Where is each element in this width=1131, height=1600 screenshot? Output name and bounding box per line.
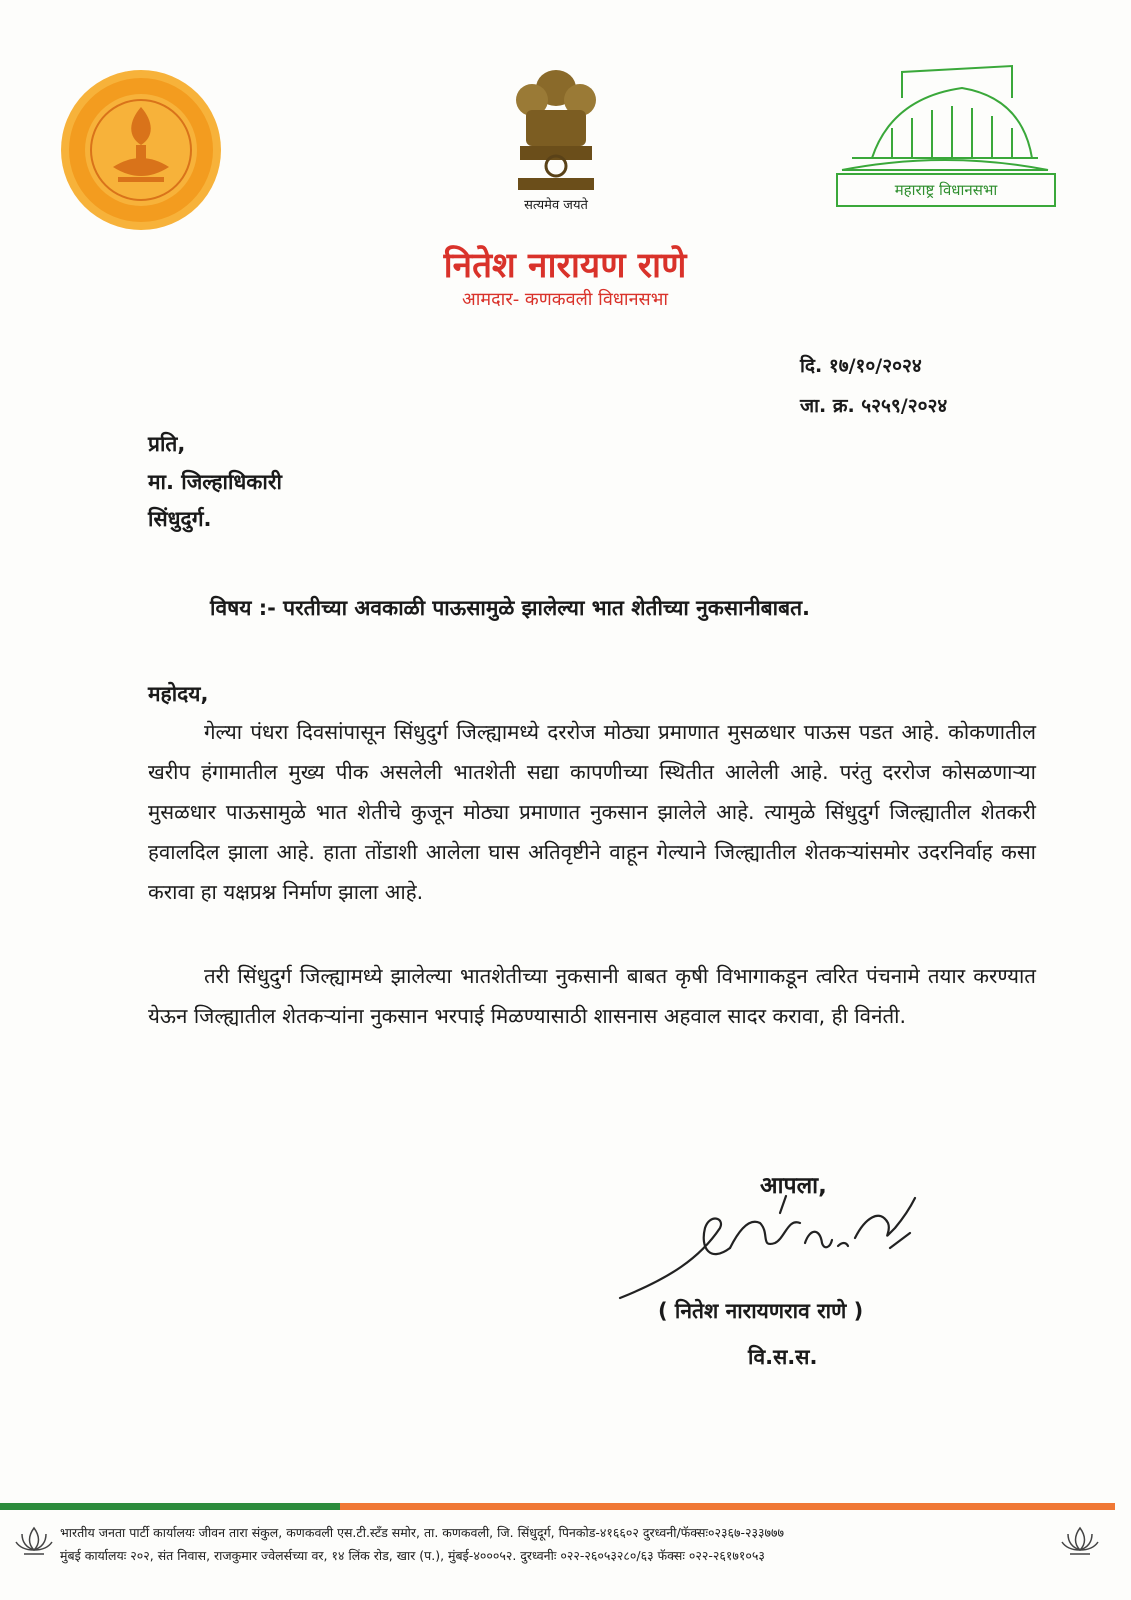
signature-icon (610, 1188, 940, 1308)
signatory-name: ( नितेश नारायणराव राणे ) (658, 1299, 864, 1323)
footer-bar-green (0, 1503, 340, 1510)
maharashtra-seal-icon (58, 67, 224, 233)
addressee-line-2: मा. जिल्हाधिकारी (148, 470, 282, 494)
outward-number: जा. क्र. ५२५९/२०२४ (800, 395, 948, 417)
footer-address-1: भारतीय जनता पार्टी कार्यालयः जीवन तारा संकुल, कणकवली एस.टी.स्टँड समोर, ता. कणकवली, जि. सिंधुदूर्ग, पिनकोड-४१६६०२ दुरध्वनी/फॅक्सः०२३६७-२३३७७७ (60, 1525, 785, 1540)
addressee-line-3: सिंधुदुर्ग. (148, 507, 212, 531)
emblem-motto: सत्यमेव जयते (524, 198, 588, 213)
letter-date: दि. १७/१०/२०२४ (800, 355, 922, 377)
letterhead-name: नितेश नारायण राणे (443, 245, 687, 286)
footer-address-2: मुंबई कार्यालयः २०२, संत निवास, राजकुमार ज्वेलर्सच्या वर, १४ लिंक रोड, खार (प.), मुंबई-४०००५२. दुरध्वनीः ०२२-२६०५३२८०/६३ फॅक्सः ०२२-२६१७१०५३ (60, 1548, 765, 1563)
bjp-lotus-icon (14, 1524, 54, 1556)
letterhead-designation: आमदार- कणकवली विधानसभा (461, 289, 669, 310)
ashoka-emblem-icon (510, 66, 602, 194)
signatory-post: वि.स.स. (748, 1345, 818, 1369)
body-paragraph-2 (148, 956, 1036, 1036)
body-paragraph-1 (148, 712, 1036, 912)
body-text-1: गेल्या पंधरा दिवसांपासून सिंधुदुर्ग जिल्ह्यामध्ये दररोज मोठ्या प्रमाणात मुसळधार पाऊस पडत आहे. कोकणातील खरीप हंगामातील मुख्य पीक असलेली भातशेती सद्या कापणीच्या स्थितीत आलेली आहे. परंतु दररोज कोसळणाऱ्या मुसळधार पाऊसामुळे भात शेतीचे कुजून मोठ्या प्रमाणात नुकसान झालेले आहे. त्यामुळे सिंधुदुर्ग जिल्ह्यातील शेतकरी हवालदिल झाला आहे. हाता तोंडाशी आलेला घास अतिवृष्टीने वाहून गेल्याने जिल्ह्यातील शेतकऱ्यांसमोर उदरनिर्वाह कसा करावा हा यक्षप्रश्न निर्माण झाला आहे. (148, 720, 1036, 904)
body-text-2: तरी सिंधुदुर्ग जिल्ह्यामध्ये झालेल्या भातशेतीच्या नुकसानी बाबत कृषी विभागाकडून त्वरित पंचनामे तयार करण्यात येऊन जिल्ह्यातील शेतकऱ्यांना नुकसान भरपाई मिळण्यासाठी शासनास अहवाल सादर करावा, ही विनंती. (148, 964, 1036, 1028)
letter-subject: विषय :- परतीच्या अवकाळी पाऊसामुळे झालेल्या भात शेतीच्या नुकसानीबाबत. (210, 596, 811, 620)
valediction: आपला, (760, 1173, 827, 1199)
footer-bar-orange (340, 1503, 1115, 1510)
assembly-label: महाराष्ट्र विधानसभा (836, 173, 1056, 207)
salutation: महोदय, (148, 682, 209, 706)
addressee-line-1: प्रति, (148, 432, 186, 456)
